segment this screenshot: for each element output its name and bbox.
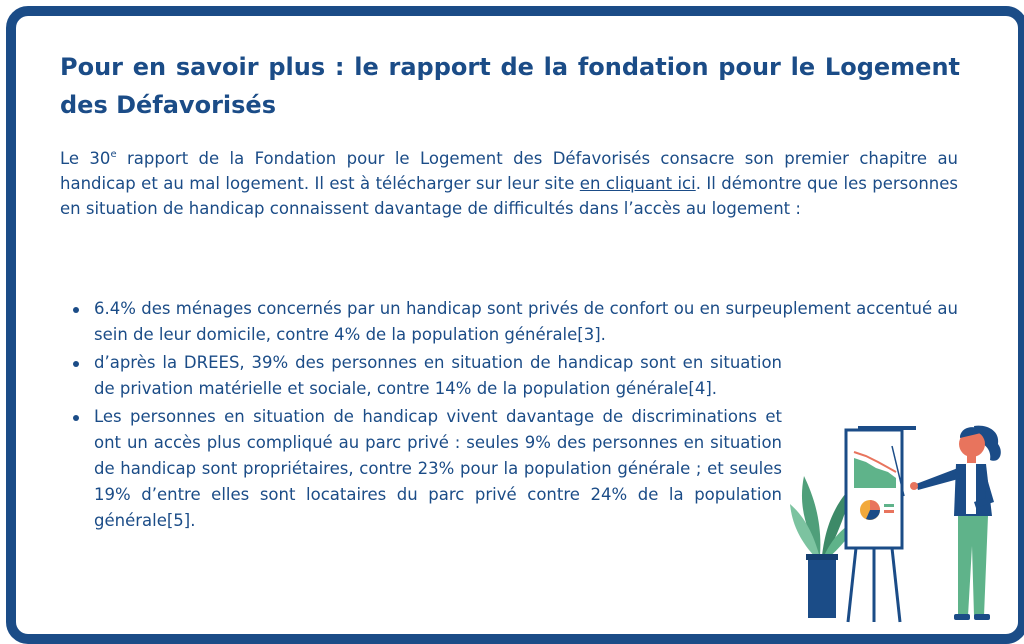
list-item-text: 6.4% des ménages concernés par un handicap sont privés de confort ou en surpeuplement accentué au sein de leur domicile, contre 4% de la population générale[3]. — [94, 299, 958, 344]
card-title: Pour en savoir plus : le rapport de la fondation pour le Logement des Défavorisés — [60, 53, 960, 119]
card-content — [16, 16, 1018, 634]
bullet-dot-icon — [73, 307, 79, 313]
intro-paragraph — [60, 146, 958, 221]
info-card — [6, 6, 1024, 644]
intro-text-end: . Il démontre que les personnes en situation de handicap connaissent davantage de difficultés dans l’accès au logement : — [60, 174, 959, 218]
list-item-text: d’après la DREES, 39% des personnes en situation de handicap sont en situation de privation matérielle et sociale, contre 14% de la population générale[4]. — [94, 353, 782, 398]
intro-text-start: Le 30 — [60, 149, 111, 168]
intro-text-middle: rapport de la Fondation pour le Logement des Défavorisés consacre son premier chapitre au handicap et au mal logement. Il est à télécharger sur leur site — [60, 149, 959, 193]
bullet-dot-icon — [73, 361, 79, 367]
download-report-link[interactable]: en cliquant ici — [579, 174, 696, 193]
bullet-dot-icon — [73, 415, 79, 421]
list-item — [60, 296, 958, 348]
presenter-woman-icon — [910, 426, 1001, 620]
presentation-illustration — [786, 406, 1016, 634]
list-item — [60, 404, 782, 534]
list-item-text: Les personnes en situation de handicap vivent davantage de discriminations et ont un accès plus compliqué au parc privé : seules 9% des personnes en situation de handicap sont propriétaires, contre 23% pour la population générale ; et seules 19% d’entre elles sont locataires du parc privé contre 24% de la population générale[5]. — [94, 407, 782, 530]
ordinal-superscript: e — [110, 149, 117, 160]
presentation-board-icon — [846, 426, 916, 622]
list-item — [60, 350, 782, 402]
